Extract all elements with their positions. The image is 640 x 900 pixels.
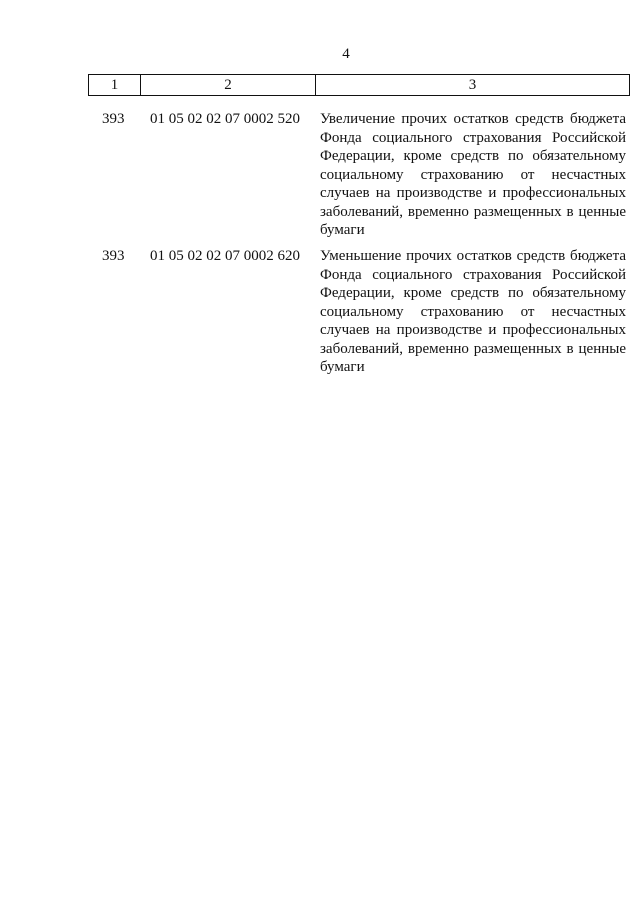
header-cell-1: 1 xyxy=(89,75,141,96)
header-cell-2: 2 xyxy=(141,75,316,96)
header-cell-3: 3 xyxy=(316,75,630,96)
page-number: 4 xyxy=(342,46,350,62)
admin-code: 393 xyxy=(102,248,125,264)
column-header-table xyxy=(88,74,630,96)
admin-code: 393 xyxy=(102,111,125,127)
item-description: Уменьшение прочих остатков средств бюджета Фонда социального страхования Российской Федерации, кроме средств по обязательному социальному страхованию от несчастных случаев на производстве и профессиональных заболеваний, временно размещенных в ценные бумаги xyxy=(320,248,626,375)
budget-classification-code: 01 05 02 02 07 0002 520 xyxy=(150,111,300,127)
budget-classification-code: 01 05 02 02 07 0002 620 xyxy=(150,248,300,264)
header-row xyxy=(89,75,630,96)
item-description: Увеличение прочих остатков средств бюджета Фонда социального страхования Российской Федерации, кроме средств по обязательному социальному страхованию от несчастных случаев на производстве и профессиональных заболеваний, временно размещенных в ценные бумаги xyxy=(320,111,626,238)
